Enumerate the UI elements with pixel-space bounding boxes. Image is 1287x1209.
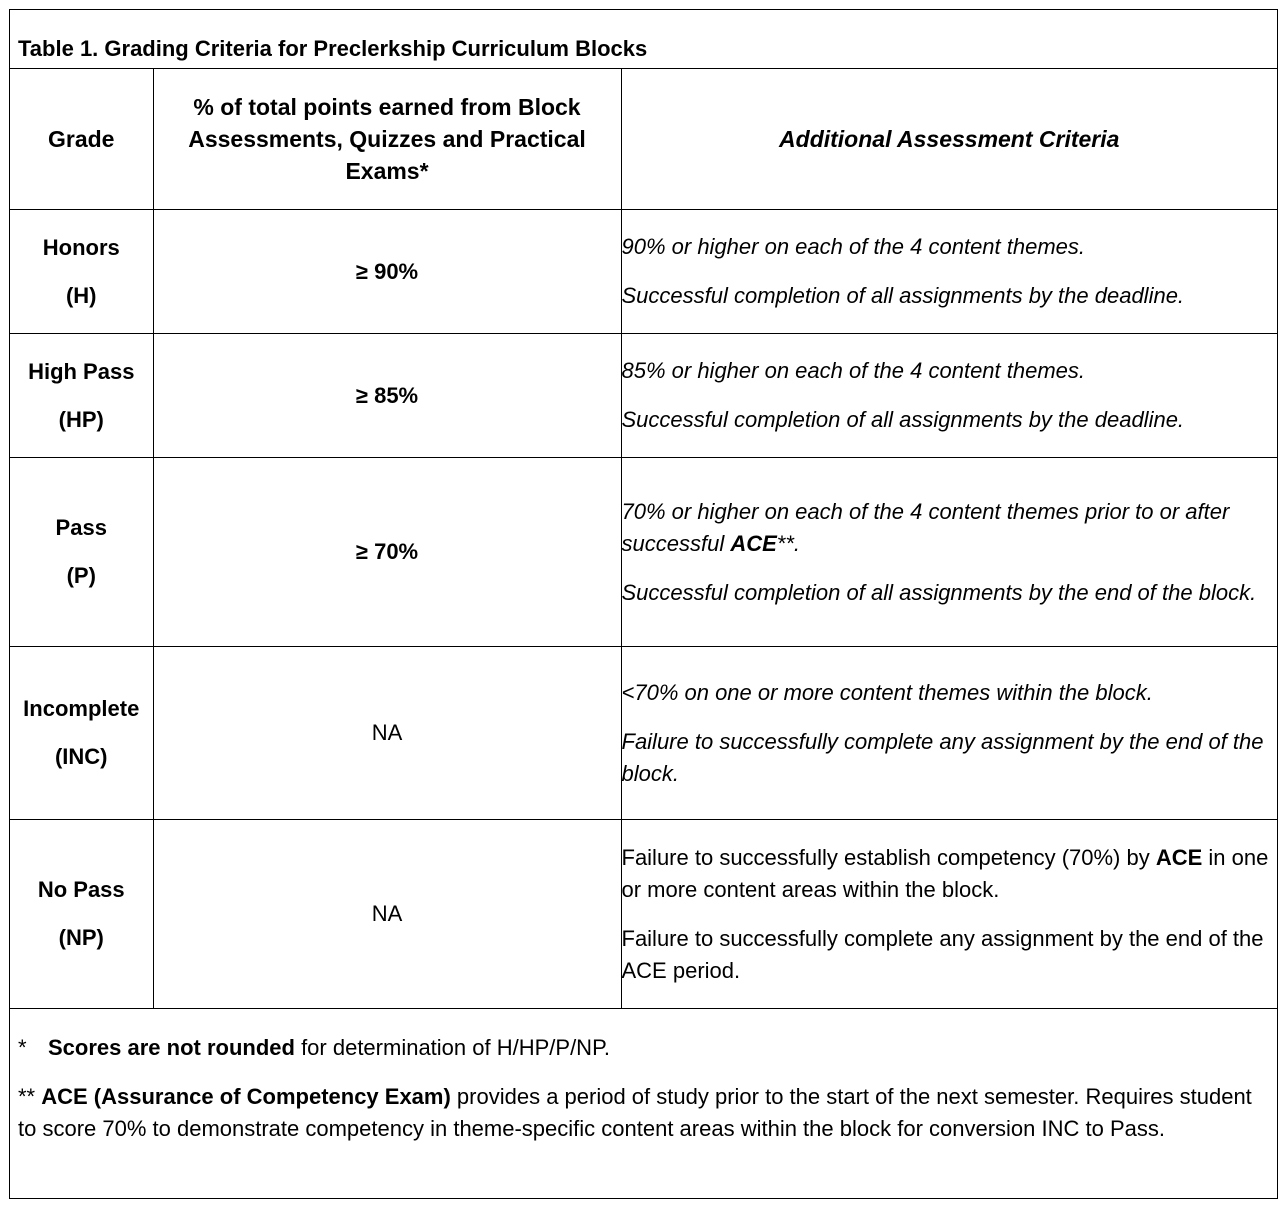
footnote-marker: **: [18, 1084, 42, 1109]
criteria-line: Successful completion of all assignments by the end of the block.: [621, 579, 1257, 605]
table-row-honors: [10, 210, 1277, 334]
grade-name: Incomplete: [23, 696, 140, 721]
grade-abbreviation: (INC): [54, 744, 108, 769]
table-caption: Table 1. Grading Criteria for Preclerkship Curriculum Blocks: [10, 10, 1277, 69]
criteria-text: 70% or higher on each of the 4 content themes prior to or after successful: [621, 498, 1230, 556]
points-threshold: ≥ 85%: [153, 334, 621, 458]
footnote-text: for determination of H/HP/P/NP.: [294, 1035, 611, 1060]
criteria-line: <70% on one or more content themes within the block.: [621, 679, 1153, 705]
criteria-cell: [621, 458, 1277, 647]
criteria-line: 85% or higher on each of the 4 content themes.: [621, 358, 1086, 383]
table-row-incomplete: [10, 647, 1277, 820]
criteria-line: Failure to successfully complete any assignment by the end of the ACE period.: [621, 925, 1264, 983]
grading-criteria-table: [10, 68, 1277, 1009]
points-threshold: ≥ 70%: [153, 458, 621, 647]
points-threshold: NA: [153, 647, 621, 820]
header-grade: Grade: [10, 69, 153, 210]
footnote-text: provides a period of study prior to the start of the next semester. Requires student to score 70% to demonstrate competency in theme-specific content areas within the block for conversion INC to Pass.: [18, 1084, 1252, 1141]
grade-name: High Pass: [28, 358, 135, 384]
grade-abbreviation: (HP): [58, 406, 104, 432]
grade-cell: [10, 647, 153, 820]
header-points-percent: % of total points earned from Block Assessments, Quizzes and Practical Exams*: [153, 69, 621, 210]
criteria-text: Failure to successfully establish competency (70%) by: [621, 844, 1156, 870]
footnote-emphasis: Scores are not rounded: [48, 1035, 295, 1060]
criteria-line: Successful completion of all assignments by the deadline.: [621, 283, 1185, 308]
grade-abbreviation: (NP): [58, 925, 104, 950]
grade-name: No Pass: [37, 877, 125, 902]
grade-cell: [10, 458, 153, 647]
table-row-pass: [10, 458, 1277, 647]
grade-name: Honors: [42, 234, 120, 260]
criteria-line: Successful completion of all assignments by the deadline.: [621, 407, 1185, 432]
ace-emphasis: ACE: [1155, 844, 1203, 870]
grade-abbreviation: (H): [65, 282, 97, 308]
points-threshold: NA: [153, 820, 621, 1009]
criteria-text: **.: [776, 530, 801, 556]
grading-criteria-document: [9, 9, 1278, 1199]
grade-name: Pass: [55, 515, 107, 540]
grade-cell: [10, 210, 153, 334]
ace-emphasis: ACE: [730, 530, 777, 556]
footnote-ace: [18, 1081, 1267, 1145]
criteria-cell: [621, 334, 1277, 458]
grade-cell: [10, 820, 153, 1009]
criteria-cell: [621, 647, 1277, 820]
criteria-line: Failure to successfully complete any assignment by the end of the block.: [621, 728, 1264, 786]
table-header-row: [10, 69, 1277, 210]
grade-cell: [10, 334, 153, 458]
criteria-cell: [621, 820, 1277, 1009]
criteria-line: [622, 496, 1278, 560]
footnote-rounding: [18, 1032, 1267, 1064]
criteria-cell: [621, 210, 1277, 334]
criteria-line: [622, 842, 1278, 906]
table-row-high-pass: [10, 334, 1277, 458]
footnote-marker: *: [18, 1035, 27, 1060]
criteria-text: in one or more content areas within the block.: [621, 844, 1269, 902]
table-row-no-pass: [10, 820, 1277, 1009]
header-additional-criteria: Additional Assessment Criteria: [621, 69, 1277, 210]
grade-abbreviation: (P): [66, 563, 96, 588]
points-threshold: ≥ 90%: [153, 210, 621, 334]
criteria-line: 90% or higher on each of the 4 content themes.: [621, 234, 1086, 259]
footnotes: [10, 1008, 1277, 1145]
footnote-emphasis: ACE (Assurance of Competency Exam): [41, 1084, 451, 1109]
